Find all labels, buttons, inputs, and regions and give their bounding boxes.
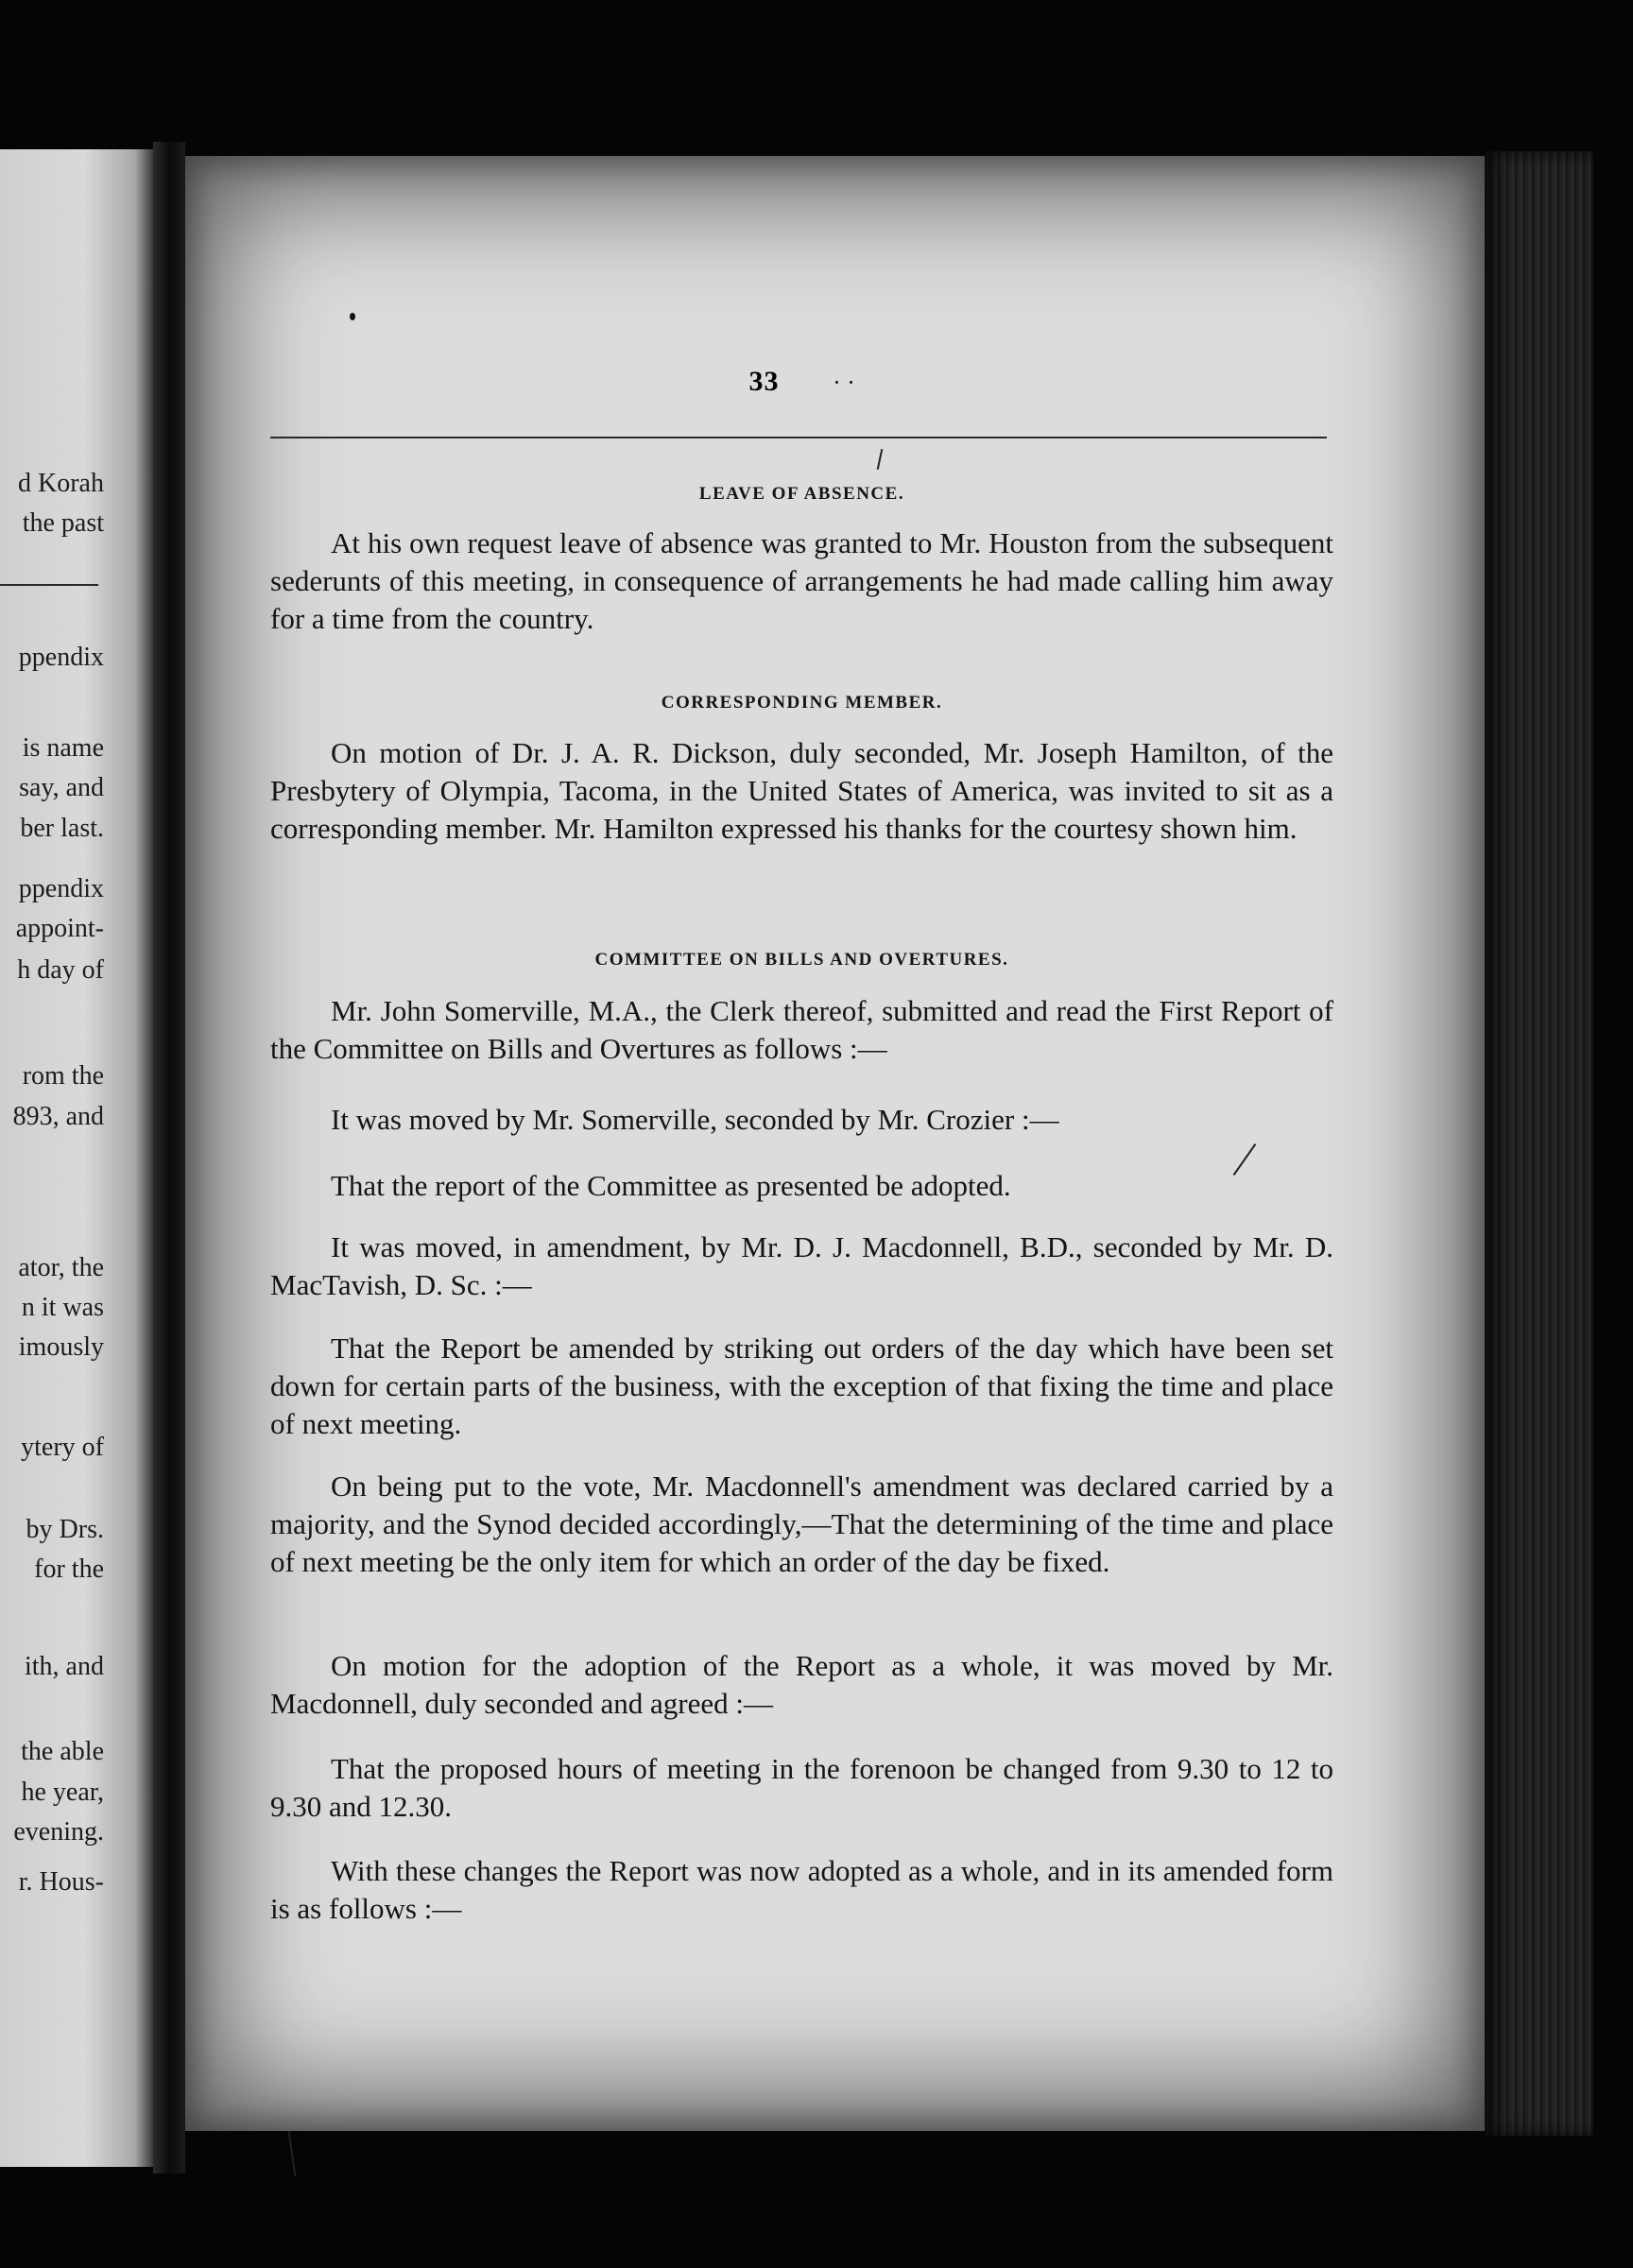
header-rule [270,437,1327,438]
paragraph: On being put to the vote, Mr. Macdonnell's amendment was declared carried by a majority, and the Synod decided accordingly,—That the determining of the time and place of next meeting be the only item for which an order of the day be fixed. [270,1469,1333,1578]
left-page-fragment: n it was [21,1293,104,1322]
left-page-header-rule [0,584,98,586]
left-page-fragment: rom the [22,1061,104,1091]
left-page-fragment: ator, the [18,1253,104,1282]
paragraph: It was moved, in amendment, by Mr. D. J. Macdonnell, B.D., seconded by Mr. D. MacTavish, D. Sc. :— [270,1230,1333,1301]
left-page-fragment: the able [21,1737,104,1766]
paragraph: It was moved by Mr. Somerville, seconded by Mr. Crozier :— [331,1103,1059,1136]
paragraph: On motion for the adoption of the Report as a whole, it was moved by Mr. Macdonnell, duly seconded and agreed :— [270,1649,1333,1720]
paragraph: On motion of Dr. J. A. R. Dickson, duly seconded, Mr. Joseph Hamilton, of the Presbytery of Olympia, Tacoma, in the United States of America, was invited to sit as a corresponding member. Mr. Hamilton expressed his thanks for the courtesy shown him. [270,736,1333,845]
left-page-fragment: d Korah [18,469,104,498]
scan-scratch [288,2131,297,2176]
paragraph: That the Report be amended by striking out orders of the day which have been set down for certain parts of the business, with the exception of that fixing the time and place of next meeting. [270,1332,1333,1440]
left-facing-page [0,149,153,2167]
left-page-fragment: ppendix [18,643,104,672]
left-page-fragment: by Drs. [26,1515,104,1544]
left-page-fragment: ber last. [20,814,104,843]
left-page-fragment: h day of [17,955,104,985]
page-edge-stack [1485,151,1593,2136]
left-page-fragment: 893, and [12,1102,104,1131]
left-page-fragment: ytery of [21,1433,104,1462]
left-page-fragment: for the [34,1555,104,1584]
paragraph: That the proposed hours of meeting in the forenoon be changed from 9.30 to 12 to 9.30 and 12.30. [270,1752,1333,1823]
left-page-fragment: appoint- [15,914,104,943]
scan-speck [835,381,838,384]
scan-speck [350,313,355,320]
main-page [185,156,1485,2131]
scan-speck [850,381,852,384]
book-gutter [153,142,185,2174]
scan-scratch [877,449,884,470]
paragraph: That the report of the Committee as presented be adopted. [331,1169,1011,1202]
left-page-fragment: is name [22,733,104,763]
left-page-fragment: the past [22,508,104,538]
left-page-fragment: say, and [19,773,104,802]
section-heading-committee-on-bills: COMMITTEE ON BILLS AND OVERTURES. [594,950,1009,970]
left-page-fragment: r. Hous- [18,1867,104,1897]
left-page-fragment: imously [18,1332,104,1362]
paragraph: Mr. John Somerville, M.A., the Clerk thereof, submitted and read the First Report of the Committee on Bills and Overtures as follows :— [270,994,1333,1065]
section-heading-corresponding-member: CORRESPONDING MEMBER. [661,693,943,713]
section-heading-leave-of-absence: LEAVE OF ABSENCE. [698,484,905,504]
paragraph: At his own request leave of absence was granted to Mr. Houston from the subsequent sederunts of this meeting, in consequence of arrangements he had made calling him away for a time from the country. [270,526,1333,635]
left-page-fragment: ppendix [18,874,104,903]
page-number: 33 [748,366,780,397]
left-page-fragment: he year, [21,1778,104,1807]
left-page-fragment: evening. [13,1817,104,1847]
left-page-fragment: ith, and [25,1652,104,1681]
paragraph: With these changes the Report was now adopted as a whole, and in its amended form is as follows :— [270,1854,1333,1925]
